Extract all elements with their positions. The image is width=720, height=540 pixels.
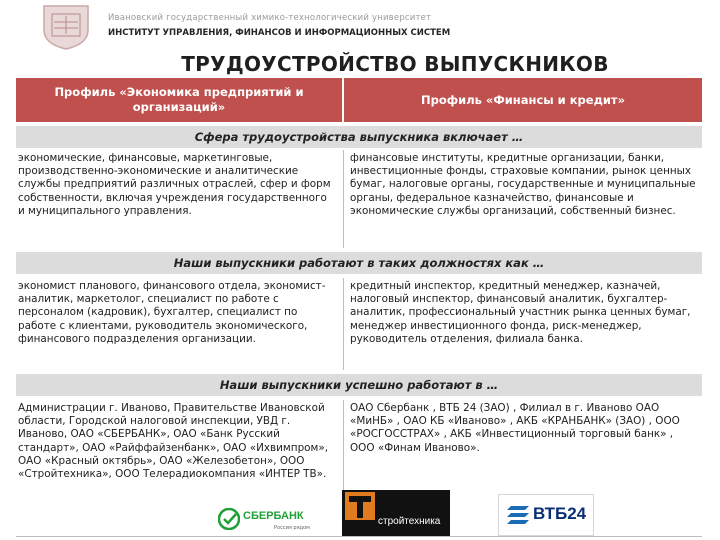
sberbank-emblem-icon	[218, 508, 240, 530]
vtb24-logo	[498, 494, 594, 536]
stroytehnika-wordmark: стройтехника	[378, 516, 441, 527]
institute-name: ИНСТИТУТ УПРАВЛЕНИЯ, ФИНАНСОВ И ИНФОРМАЦИОННЫХ СИСТЕМ	[108, 28, 451, 38]
employers-economics-text: Администрации г. Иваново, Правительстве Ивановской области, Городской налоговой инспекции, УВД г. Иваново, ОАО «СБЕРБАНК», ОАО «Банк Русский стандарт», ОАО «Райффайзенбанк», ОАО «Ихвимпром», ОАО «Красный октябрь», ОАО «Железобетон», ООО «Стройтехника», ООО Телерадиокомпания «ИНТЕР ТВ».	[18, 402, 329, 481]
positions-finance-text: кредитный инспектор, кредитный менеджер, казначей, налоговый инспектор, финансовый аналитик, бухгалтер-аналитик, профессиональный участник рынка ценных бумаг, менеджер инвестиционного фонда, риск-менеджер, руководитель отделения, филиала банка.	[350, 280, 691, 345]
positions-economics-text: экономист планового, финансового отдела, экономист-аналитик, маркетолог, специалист по работе с персоналом (кадровик), бухгалтер, специалист по работе с клиентами, руководитель экономического, финансового подразделения организации.	[18, 280, 326, 345]
section-heading-employers: Наши выпускники успешно работают в …	[16, 374, 702, 396]
stroytehnika-logo	[342, 490, 450, 536]
column-divider	[343, 150, 344, 248]
sberbank-logo	[218, 504, 318, 534]
column-header-economics: Профиль «Экономика предприятий и организаций»	[16, 78, 342, 122]
column-header-finance: Профиль «Финансы и кредит»	[344, 78, 702, 122]
sphere-finance-text: финансовые институты, кредитные организации, банки, инвестиционные фонды, страховые компании, рынок ценных бумаг, налоговые органы, государственные и муниципальные органы, федеральное казначейство, финансовые и экономические службы организаций, собственный бизнес.	[350, 152, 696, 217]
stroytehnika-emblem-icon	[345, 492, 375, 520]
vtb-stripes-icon	[507, 506, 529, 524]
section-heading-employment-sphere: Сфера трудоустройства выпускника включает …	[16, 126, 702, 148]
university-name: Ивановский государственный химико-технологический университет	[108, 13, 432, 23]
employers-finance-text: ОАО Сбербанк , ВТБ 24 (ЗАО) , Филиал в г. Иваново ОАО «МиНБ» , ОАО КБ «Иваново» , АКБ «КРАНБАНК» (ЗАО) , ООО «РОСГОССТРАХ» , АКБ «Инвестиционный торговый банк» , ООО «Финам Иваново».	[350, 402, 680, 454]
table-bottom-border	[16, 536, 702, 537]
sphere-economics-text: экономические, финансовые, маркетинговые, производственно-экономические и аналитические службы предприятий различных отраслей, сфер и форм собственности, включая учреждения государственного и муниципального управления.	[18, 152, 331, 217]
section-heading-positions: Наши выпускники работают в таких должностях как …	[16, 252, 702, 274]
sberbank-wordmark: СБЕРБАНК	[243, 510, 304, 522]
university-crest-icon	[40, 4, 92, 50]
sberbank-slogan: Россия рядом	[274, 525, 310, 531]
page-title: ТРУДОУСТРОЙСТВО ВЫПУСКНИКОВ	[181, 52, 609, 76]
vtb24-wordmark: ВТБ24	[533, 504, 587, 523]
column-divider	[343, 278, 344, 370]
